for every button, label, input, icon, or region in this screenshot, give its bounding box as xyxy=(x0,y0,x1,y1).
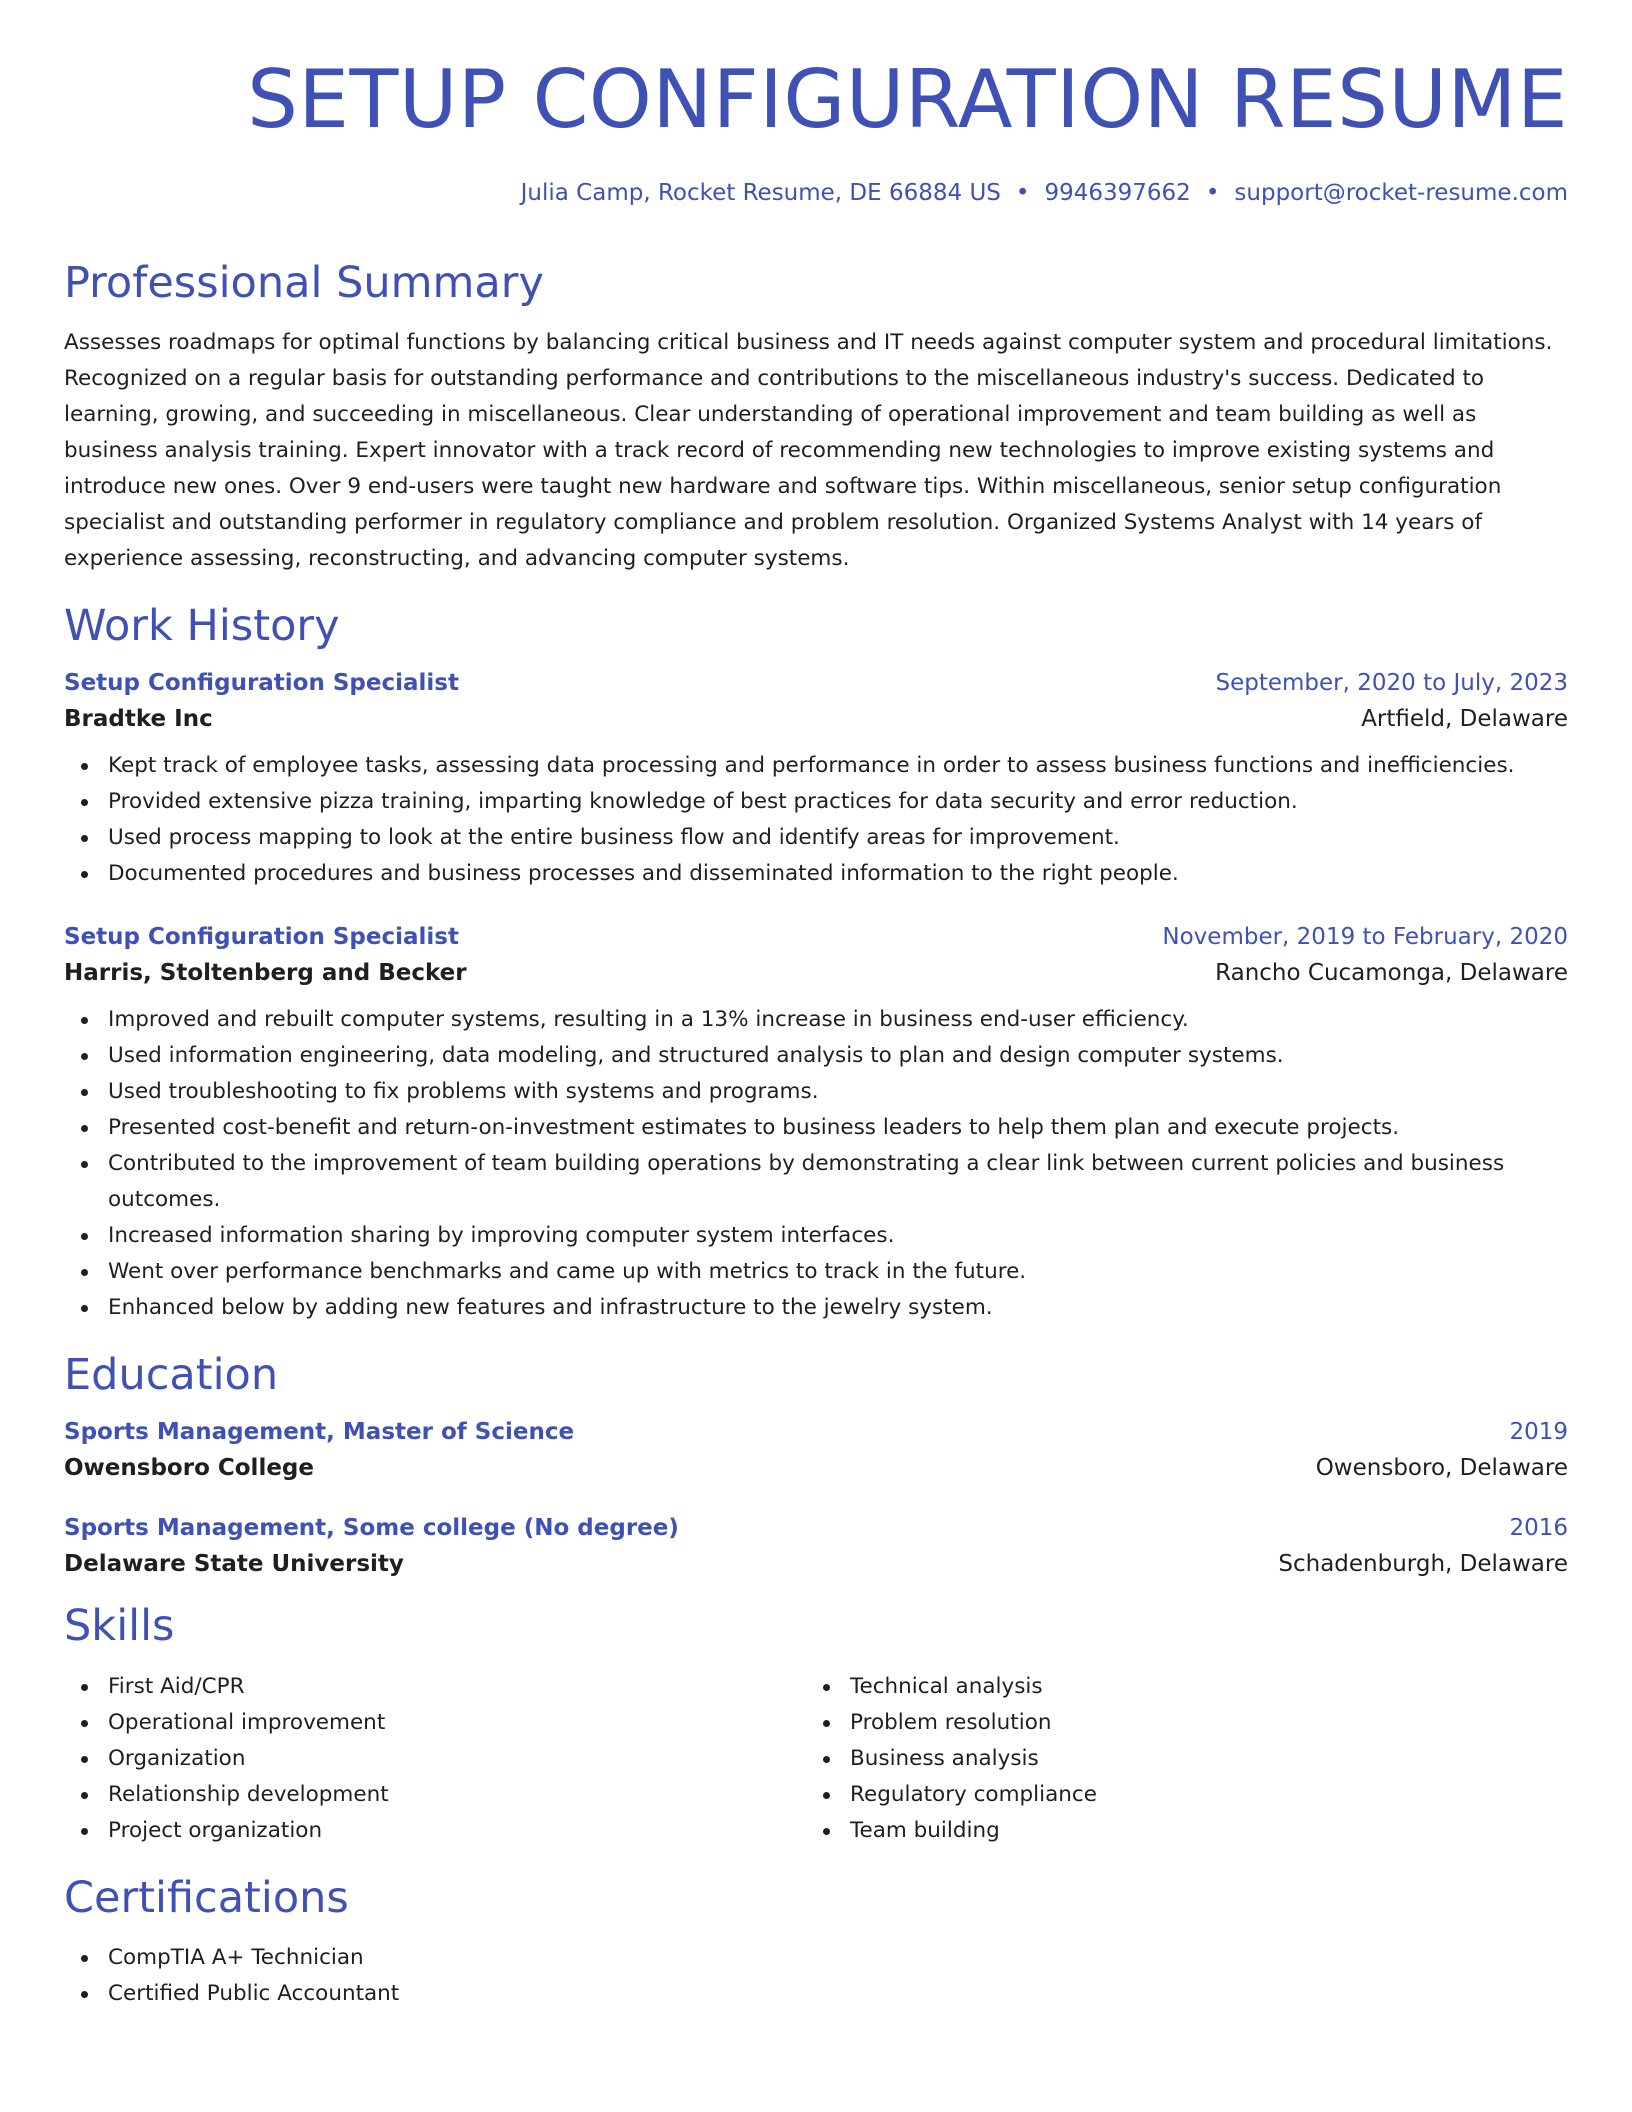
skill-item: Operational improvement xyxy=(108,1705,806,1741)
skill-item: Business analysis xyxy=(850,1741,1548,1777)
list-item: Used troubleshooting to fix problems with systems and programs. xyxy=(108,1074,1568,1110)
list-item: Increased information sharing by improving computer system interfaces. xyxy=(108,1218,1568,1254)
summary-heading: Professional Summary xyxy=(64,257,544,308)
skill-item: First Aid/CPR xyxy=(108,1669,806,1705)
job-title-row xyxy=(64,924,1568,950)
education-location: Schadenburgh, Delaware xyxy=(1278,1551,1568,1578)
job-location: Artfield, Delaware xyxy=(1361,706,1568,733)
separator-dot: • xyxy=(1205,180,1220,206)
job-title-row xyxy=(64,670,1568,696)
skill-item: Regulatory compliance xyxy=(850,1777,1548,1813)
list-item: Contributed to the improvement of team building operations by demonstrating a clear link between current policies and business outcomes. xyxy=(108,1146,1568,1218)
skills-column-left xyxy=(64,1669,806,1849)
list-item: Went over performance benchmarks and came up with metrics to track in the future. xyxy=(108,1254,1568,1290)
skills-column-right xyxy=(806,1669,1548,1849)
education-degree: Sports Management, Some college (No degree) xyxy=(64,1515,679,1542)
job-bullets xyxy=(64,748,1568,892)
education-school-row xyxy=(64,1455,1568,1481)
resume-title: SETUP CONFIGURATION RESUME xyxy=(247,53,1568,146)
contact-email[interactable]: support@rocket-resume.com xyxy=(1234,180,1568,206)
resume-page xyxy=(64,0,1568,2012)
skills-grid xyxy=(64,1669,1568,1849)
job-entry xyxy=(64,924,1568,1326)
list-item: Enhanced below by adding new features and infrastructure to the jewelry system. xyxy=(108,1290,1568,1326)
job-company: Bradtke Inc xyxy=(64,706,213,733)
job-title: Setup Configuration Specialist xyxy=(64,924,459,951)
education-degree-row xyxy=(64,1419,1568,1445)
contact-line xyxy=(64,180,1568,208)
skills-heading: Skills xyxy=(64,1601,175,1652)
list-item: Presented cost-benefit and return-on-investment estimates to business leaders to help them plan and execute projects. xyxy=(108,1110,1568,1146)
skill-item: Team building xyxy=(850,1813,1548,1849)
certification-item: CompTIA A+ Technician xyxy=(108,1940,1568,1976)
job-bullets xyxy=(64,1002,1568,1326)
job-title: Setup Configuration Specialist xyxy=(64,670,459,697)
education-degree: Sports Management, Master of Science xyxy=(64,1419,575,1446)
skill-item: Organization xyxy=(108,1741,806,1777)
work-history-heading: Work History xyxy=(64,600,340,651)
job-entry xyxy=(64,670,1568,892)
list-item: Used process mapping to look at the entire business flow and identify areas for improvement. xyxy=(108,820,1568,856)
education-school: Delaware State University xyxy=(64,1551,404,1578)
education-year: 2019 xyxy=(1509,1419,1568,1446)
education-school-row xyxy=(64,1551,1568,1577)
list-item: Improved and rebuilt computer systems, resulting in a 13% increase in business end-user efficiency. xyxy=(108,1002,1568,1038)
education-school: Owensboro College xyxy=(64,1455,314,1482)
summary-text: Assesses roadmaps for optimal functions by balancing critical business and IT needs against computer system and procedural limitations. Recognized on a regular basis for outstanding performance and contributions to the miscellaneous industry's success. Dedicated to learning, growing, and succeeding in miscellaneous. Clear understanding of operational improvement and team building as well as business analysis training. Expert innovator with a track record of recommending new technologies to improve existing systems and introduce new ones. Over 9 end-users were taught new hardware and software tips. Within miscellaneous, senior setup configuration specialist and outstanding performer in regulatory compliance and problem resolution. Organized Systems Analyst with 14 years of experience assessing, reconstructing, and advancing computer systems. xyxy=(64,329,1553,571)
education-entry xyxy=(64,1515,1568,1577)
education-location: Owensboro, Delaware xyxy=(1315,1455,1568,1482)
contact-phone: 9946397662 xyxy=(1044,180,1191,206)
list-item: Documented procedures and business processes and disseminated information to the right people. xyxy=(108,856,1568,892)
skill-item: Project organization xyxy=(108,1813,806,1849)
education-year: 2016 xyxy=(1509,1515,1568,1542)
list-item: Provided extensive pizza training, imparting knowledge of best practices for data security and error reduction. xyxy=(108,784,1568,820)
certifications-list xyxy=(64,1940,1568,2012)
job-company-row xyxy=(64,706,1568,732)
education-entry xyxy=(64,1419,1568,1481)
skills-list xyxy=(806,1669,1548,1849)
list-item: Used information engineering, data modeling, and structured analysis to plan and design computer systems. xyxy=(108,1038,1568,1074)
certification-item: Certified Public Accountant xyxy=(108,1976,1568,2012)
job-location: Rancho Cucamonga, Delaware xyxy=(1215,960,1568,987)
contact-address: Julia Camp, Rocket Resume, DE 66884 US xyxy=(520,180,1001,206)
job-company-row xyxy=(64,960,1568,986)
separator-dot: • xyxy=(1015,180,1030,206)
education-degree-row xyxy=(64,1515,1568,1541)
job-dates: November, 2019 to February, 2020 xyxy=(1162,924,1568,951)
job-company: Harris, Stoltenberg and Becker xyxy=(64,960,467,987)
job-dates: September, 2020 to July, 2023 xyxy=(1215,670,1568,697)
skill-item: Relationship development xyxy=(108,1777,806,1813)
skills-list xyxy=(64,1669,806,1849)
list-item: Kept track of employee tasks, assessing data processing and performance in order to assess business functions and inefficiencies. xyxy=(108,748,1568,784)
certifications-heading: Certifications xyxy=(64,1872,349,1923)
skill-item: Technical analysis xyxy=(850,1669,1548,1705)
skill-item: Problem resolution xyxy=(850,1705,1548,1741)
education-heading: Education xyxy=(64,1350,279,1401)
